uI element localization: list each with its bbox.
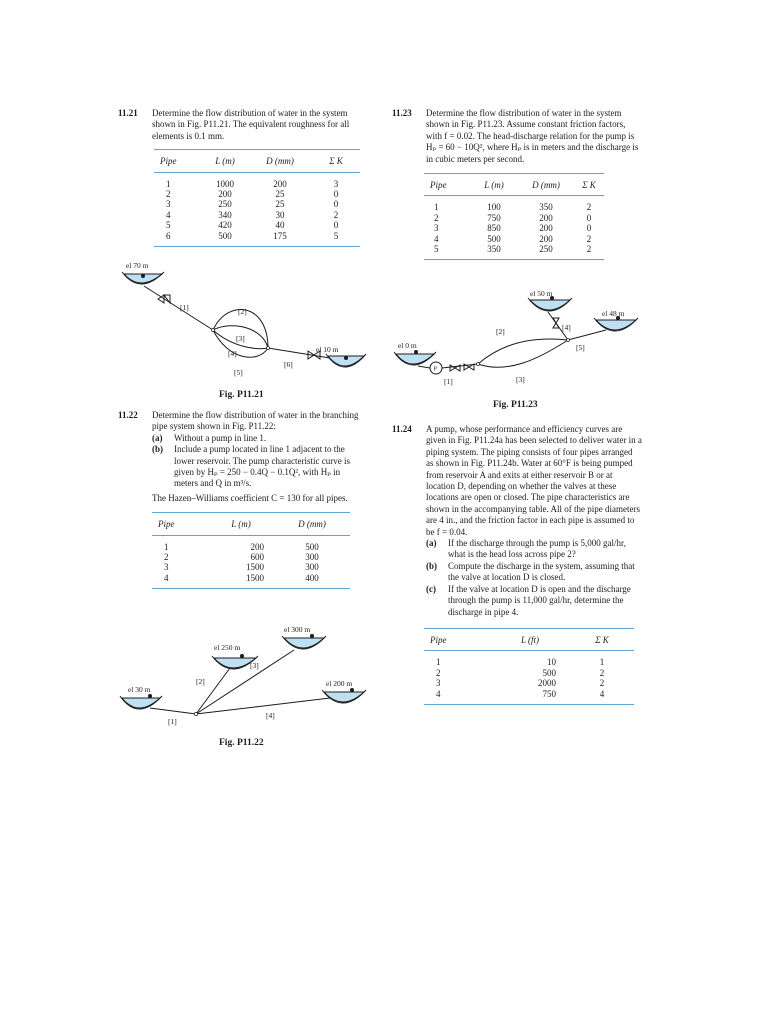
left-column [118,108,360,247]
figure-p11-23 [392,288,642,392]
figure-caption: Fig. P11.22 [219,738,264,748]
col-header: D (mm) [518,174,574,196]
pipe-table-11-24 [424,628,634,705]
pipe-2 [196,668,230,714]
table-row: 2 500 2 [436,667,605,678]
table-row: 4 500 200 2 [434,233,592,244]
pipe-1 [150,708,196,714]
pipe-label: [5] [234,368,243,377]
elevation-label: el 250 m [214,643,241,652]
elevation-label: el 200 m [326,679,353,688]
figure-caption: Fig. P11.23 [493,400,538,410]
table-row: 4 750 4 [436,688,605,699]
col-header: Σ K [574,174,604,196]
table-row: 1 10 1 [436,657,605,668]
part-label: (c) [426,583,436,594]
pipe-label: [2] [496,327,505,336]
col-header: Σ K [570,628,634,650]
problem-11-22 [118,410,360,504]
col-header: L (m) [470,174,518,196]
figure-caption: Fig. P11.21 [219,390,264,400]
pipe-1 [144,286,213,330]
problem-note: The Hazen–Williams coefficient C = 130 for all pipes. [152,492,348,503]
pipe-table-11-23 [424,173,604,260]
pipe-label: [3] [516,375,525,384]
problem-number: 11.21 [118,108,138,118]
table-row: 5 350 250 2 [434,244,592,255]
col-header: L (m) [208,513,274,535]
col-header: L (ft) [490,628,570,650]
junction [212,329,215,332]
pipe-2 [478,339,568,364]
pipe-label: [4] [228,349,237,358]
table-row: 5 420 40 0 [166,220,339,231]
pipe-label: [4] [266,711,275,720]
pipe-label: [3] [250,661,259,670]
pipe-label: [4] [562,323,571,332]
valve-icon [450,365,460,371]
problem-11-23 [392,108,642,165]
table-row: 6 500 175 5 [166,230,339,241]
junction [567,339,570,342]
col-header: L (m) [202,150,248,172]
junction [267,347,270,350]
col-header: D (mm) [274,513,350,535]
pipe-label: [6] [284,360,293,369]
part-label: (b) [426,560,437,571]
elevation-label: el 70 m [126,261,149,270]
elevation-label: el 0 m [398,341,417,350]
table-row: 2 750 200 0 [434,212,592,223]
table-row: 3 250 25 0 [166,199,339,210]
elevation-label: el 300 m [284,625,311,634]
problem-number: 11.22 [118,410,138,420]
part-label: (a) [152,432,163,443]
col-header: Pipe [154,150,202,172]
table-row: 2 600 300 [164,552,319,563]
pipe-table-11-22 [152,512,350,589]
col-header: Pipe [424,174,470,196]
col-header: Pipe [152,513,208,535]
pipe-label: [1] [168,717,177,726]
problem-text: Determine the flow distribution of water in the branching pipe system shown in Fig. P11.22: [152,410,359,432]
elevation-dot [310,634,314,638]
pipe-table-11-21 [154,149,360,247]
table-row: 1 1000 200 3 [166,178,339,189]
elevation-label: el 48 m [602,309,625,318]
elevation-dot [344,356,348,360]
part-label: (b) [152,444,163,455]
table-row: 1 100 350 2 [434,202,592,213]
table-row: 3 850 200 0 [434,223,592,234]
junction [194,712,197,715]
part-text: Without a pump in line 1. [174,432,267,443]
table-row: 2 200 25 0 [166,189,339,200]
pipe-1a [418,366,430,368]
part-text: If the discharge through the pump is 5,000 gal/hr, what is the head loss across pipe 2? [448,538,626,560]
pipe-label: [2] [196,677,205,686]
table-row: 4 340 30 2 [166,209,339,220]
figure-p11-21 [118,258,368,388]
table-row: 1 200 500 [164,541,319,552]
pipe-label: [1] [180,303,189,312]
elevation-dot [141,274,145,278]
pipe-label: [1] [444,377,453,386]
pipe-label: [5] [576,343,585,352]
elevation-dot [414,350,418,354]
problem-text: A pump, whose performance and efficiency curves are given in Fig. P11.24a has been selected to deliver water in a piping system. The piping consists of four pipes arranged as shown in Fig. P11.24b. Water at 60°F is being pumped from reservoir A and exits at either reservoir B or at location D, depending on whether the valves at these locations are open or closed. The pipe characteristics are shown in the accompanying table. All of the pipe diameters are 4 in., and the friction factor in each pipe is assumed to be f = 0.04. [426,424,642,537]
valve-icon [553,318,559,328]
pipe-label: [2] [238,307,247,316]
elevation-label: el 50 m [530,289,553,298]
part-label: (a) [426,538,437,549]
elevation-dot [148,694,152,698]
problem-text: Determine the flow distribution of water in the system shown in Fig. P11.21. The equivalent roughness for all elements is 0.1 mm. [152,108,350,141]
col-header: D (mm) [248,150,312,172]
junction [477,363,480,366]
problem-11-22-block [118,410,360,589]
pipe-5 [568,330,606,340]
elevation-dot [240,654,244,658]
part-text: If the valve at location D is open and the discharge through the pump is 11,000 gal/hr, determine the discharge in pipe 4. [448,583,631,617]
table-row: 4 1500 400 [164,572,319,583]
part-text: Include a pump located in line 1 adjacent to the lower reservoir. The pump characteristic curve is given by Hₚ = 250 − 0.4Q − 0.1Q², with Hₚ in meters and Q in m³/s. [174,444,351,489]
col-header: Σ K [312,150,360,172]
problem-text: Determine the flow distribution of water in the system shown in Fig. P11.23. Assume constant friction factors, with f = 0.02. The head-discharge relation for the pump is Hₚ = 60 − 10Q², where Hₚ is in meters and the discharge is in cubic meters per second. [426,108,639,164]
elevation-label: el 10 m [316,345,339,354]
right-column [392,108,642,260]
elevation-label: el 30 m [128,685,151,694]
problem-11-24-block [392,424,642,705]
table-row: 3 2000 2 [436,678,605,689]
problem-11-24 [392,424,642,618]
part-text: Compute the discharge in the system, assuming that the valve at location D is closed. [448,560,635,583]
table-row: 3 1500 300 [164,562,319,573]
figure-p11-22 [118,622,368,734]
col-header: Pipe [424,628,490,650]
problem-11-21 [118,108,360,142]
pipe-label: [3] [236,334,245,343]
pump-label: P [433,366,437,373]
problem-number: 11.24 [392,424,412,434]
elevation-dot [350,688,354,692]
problem-number: 11.23 [392,108,412,118]
